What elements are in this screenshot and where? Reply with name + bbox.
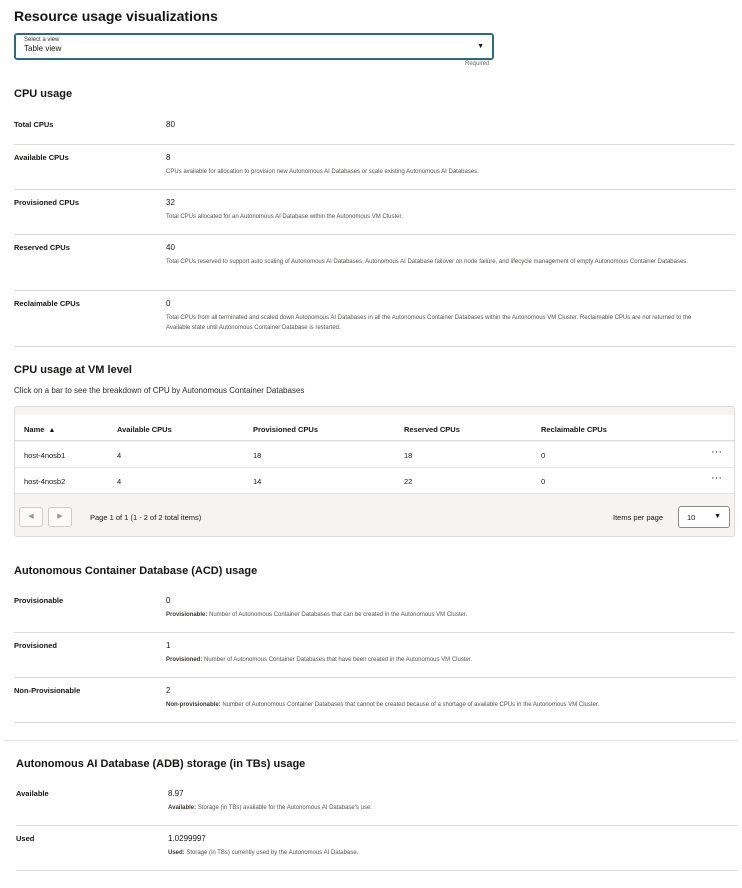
- acd-row-key: Non-Provisionable: [14, 686, 81, 695]
- items-per-page-value: 10: [687, 513, 696, 522]
- cpu-row-value: 40: [166, 243, 175, 252]
- cpu-usage-heading: CPU usage: [14, 88, 73, 100]
- adb-row-description: Available: Storage (in TBs) available for the Autonomous AI Database's use.: [168, 805, 372, 811]
- sort-ascending-icon: ▲: [48, 427, 56, 434]
- chevron-down-icon: ▼: [714, 513, 721, 520]
- cell-name: host-4nosb1: [24, 451, 66, 460]
- acd-row-key: Provisioned: [14, 641, 57, 650]
- vm-cpu-table: [14, 406, 735, 537]
- items-per-page-select[interactable]: [678, 506, 730, 528]
- cell-available: 4: [117, 451, 122, 460]
- column-header-reclaimable[interactable]: Reclaimable CPUs: [541, 425, 607, 434]
- cpu-row-value: 80: [166, 120, 175, 129]
- table-header: [15, 415, 734, 441]
- cpu-row-description: CPUs available for allocation to provision new Autonomous AI Databases or scale existing Autonomous AI Databases.: [166, 169, 479, 175]
- cpu-row-key: Total CPUs: [14, 120, 54, 129]
- acd-row-non-provisionable: [14, 686, 735, 723]
- acd-row-provisionable: [14, 596, 735, 633]
- table-row[interactable]: [15, 468, 734, 494]
- adb-row-available: [16, 789, 738, 826]
- acd-row-value: 2: [166, 686, 171, 695]
- cpu-row-value: 8: [166, 153, 171, 162]
- cpu-row-description: Total CPUs allocated for an Autonomous AI Database within the Autonomous VM Cluster.: [166, 214, 403, 220]
- items-per-page-label: Items per page: [613, 513, 664, 522]
- table-row[interactable]: [15, 442, 734, 468]
- chevron-down-icon: ▼: [477, 43, 484, 50]
- adb-row-value: 1.0299997: [168, 834, 206, 843]
- pagination: [15, 501, 734, 537]
- acd-row-provisioned: [14, 641, 735, 678]
- cpu-row-description: Total CPUs from all terminated and scaled down Autonomous AI Databases in all the Autonomous Container Databases within the Autonomous VM Cluster. Reclaimable CPUs are not returned to the Available state until Autonomous Container Database is restarted.: [166, 315, 692, 331]
- acd-row-description: Provisionable: Number of Autonomous Container Databases that can be created in the Autonomous VM Cluster.: [166, 612, 468, 618]
- previous-page-button[interactable]: ◀: [19, 507, 43, 527]
- vm-level-heading: CPU usage at VM level: [14, 364, 132, 376]
- required-hint: Required: [465, 61, 490, 67]
- page-title: Resource usage visualizations: [14, 8, 218, 24]
- cpu-row-description: Total CPUs reserved to support auto scaling of Autonomous AI Databases, Autonomous AI Database failover on node failure, and lifecycle management of empty Autonomous Container Databases.: [166, 259, 688, 265]
- cpu-row-key: Provisioned CPUs: [14, 198, 80, 207]
- column-header-available[interactable]: Available CPUs: [117, 425, 172, 434]
- cpu-row-value: 0: [166, 299, 171, 308]
- view-select[interactable]: [14, 33, 494, 60]
- adb-row-value: 8.97: [168, 789, 184, 798]
- cpu-row-value: 32: [166, 198, 175, 207]
- adb-row-used: [16, 834, 738, 871]
- cell-reclaimable: 0: [541, 477, 546, 486]
- cpu-row-key: Reclaimable CPUs: [14, 299, 80, 308]
- adb-storage-panel: [3, 740, 738, 885]
- acd-row-value: 0: [166, 596, 171, 605]
- cpu-row-key: Available CPUs: [14, 153, 69, 162]
- cell-available: 4: [117, 477, 122, 486]
- cpu-row-key: Reserved CPUs: [14, 243, 70, 252]
- cell-name: host-4nosb2: [24, 477, 66, 486]
- acd-usage-heading: Autonomous Container Database (ACD) usage: [14, 565, 258, 577]
- pagination-info: Page 1 of 1 (1 - 2 of 2 total items): [90, 513, 202, 522]
- column-header-reserved[interactable]: Reserved CPUs: [404, 425, 460, 434]
- cpu-row-total: [14, 120, 735, 145]
- cpu-row-reserved: [14, 243, 735, 291]
- adb-storage-heading: Autonomous AI Database (ADB) storage (in TBs) usage: [16, 758, 306, 770]
- cell-reclaimable: 0: [541, 451, 546, 460]
- cell-provisioned: 18: [253, 451, 262, 460]
- acd-row-description: Provisioned: Number of Autonomous Container Databases that have been created in the Autonomous VM Cluster.: [166, 657, 473, 663]
- view-select-label: Select a view: [24, 37, 60, 43]
- cpu-row-reclaimable: [14, 299, 735, 347]
- row-actions-icon[interactable]: ···: [711, 472, 722, 484]
- view-select-value: Table view: [24, 44, 62, 53]
- column-header-provisioned[interactable]: Provisioned CPUs: [253, 425, 319, 434]
- next-page-button[interactable]: ▶: [48, 507, 72, 527]
- cpu-row-provisioned: [14, 198, 735, 235]
- adb-row-key: Available: [16, 789, 49, 798]
- acd-row-description: Non-provisionable: Number of Autonomous Container Databases that cannot be created because of a shortage of available CPUs in the Autonomous VM Cluster.: [166, 702, 600, 708]
- row-actions-icon[interactable]: ···: [711, 446, 722, 458]
- adb-row-key: Used: [16, 834, 35, 843]
- cpu-row-available: [14, 153, 735, 190]
- column-header-name[interactable]: Name ▲: [24, 425, 56, 434]
- acd-row-key: Provisionable: [14, 596, 64, 605]
- acd-row-value: 1: [166, 641, 171, 650]
- vm-level-subtitle: Click on a bar to see the breakdown of CPU by Autonomous Container Databases: [14, 386, 305, 395]
- cell-provisioned: 14: [253, 477, 262, 486]
- cell-reserved: 22: [404, 477, 413, 486]
- adb-row-description: Used: Storage (in TBs) currently used by the Autonomous AI Database.: [168, 850, 359, 856]
- cell-reserved: 18: [404, 451, 413, 460]
